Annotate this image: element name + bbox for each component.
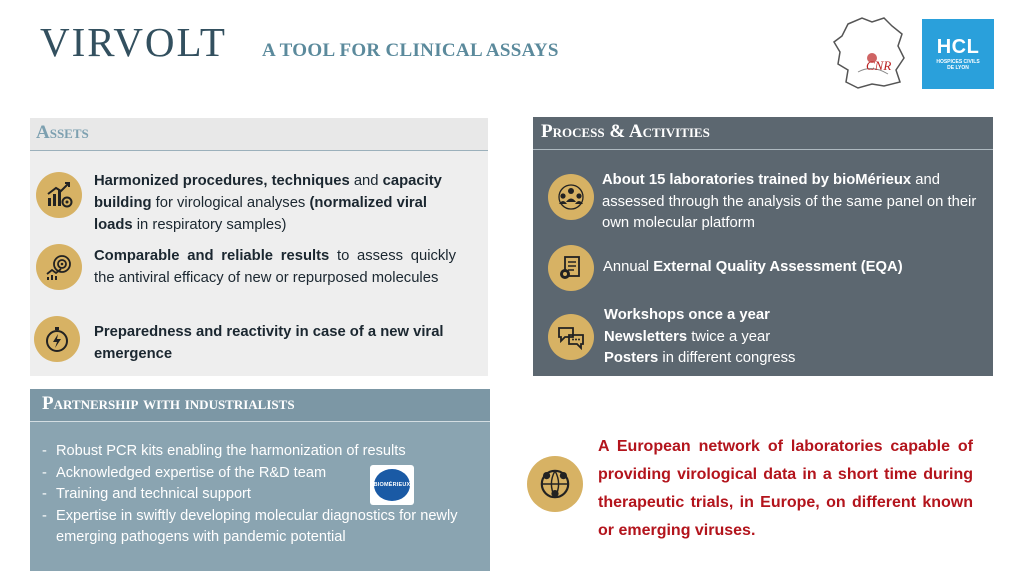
growth-chart-gear-icon [36,172,82,218]
asset-item-1-text: Harmonized procedures, techniques and capacity building for virological analyses (normalized viral loads in respiratory samples) [94,173,442,233]
globe-network-icon [527,456,583,512]
stopwatch-lightning-icon [34,316,80,362]
asset-item-3 [34,316,80,362]
list-item: - Expertise in swiftly developing molecular diagnostics for newly emerging pathogens with pandemic potential [42,506,492,549]
asset-item-2-text: Comparable and reliable results to assess quickly the antiviral efficacy of new or repurposed molecules [94,248,456,286]
process-title: Process & Activities [533,117,993,150]
partnership-list [42,441,492,549]
cnr-logo-text: CNR [866,58,892,73]
process-item-3-text: Workshops once a year Newsletters twice a year Posters in different congress [604,307,796,366]
list-item: - Robust PCR kits enabling the harmonization of results [42,441,492,463]
hcl-logo-title: HCL [936,36,980,58]
chat-bubbles-icon [548,314,594,360]
network-statement: A European network of laboratories capable of providing virological data in a short time during therapeutic trials, in Europe, on different known or emerging viruses. [598,438,973,539]
network-item [527,456,583,512]
cnr-logo [828,12,910,92]
assets-title: Assets [30,118,488,151]
quality-document-gear-icon [548,245,594,291]
virvolt-logo: VIRVOLT [40,19,227,65]
process-item-3 [548,314,594,360]
people-network-icon [548,174,594,220]
biomerieux-logo-text: BIOMÉRIEUX [374,469,410,501]
list-item: - Training and technical support [42,484,492,506]
target-analytics-icon [36,244,82,290]
process-item-2 [548,245,594,291]
asset-item-1 [36,172,82,218]
process-item-1 [548,174,594,220]
process-item-2-text: Annual External Quality Assessment (EQA) [603,259,903,275]
partnership-panel [30,389,490,571]
partnership-title: Partnership with industrialists [30,389,490,422]
biomerieux-logo [370,465,414,505]
process-item-1-text: About 15 laboratories trained by bioMérieux and assessed through the analysis of the same panel on their own molecular platform [602,172,977,231]
hcl-logo-subtitle: HOSPICES CIVILS DE LYON [936,59,980,71]
asset-item-3-text: Preparedness and reactivity in case of a new viral emergence [94,324,444,362]
asset-item-2 [36,244,82,290]
hcl-logo [922,19,994,89]
page-subtitle: A TOOL FOR CLINICAL ASSAYS [262,40,559,61]
list-item: - Acknowledged expertise of the R&D team [42,463,492,485]
